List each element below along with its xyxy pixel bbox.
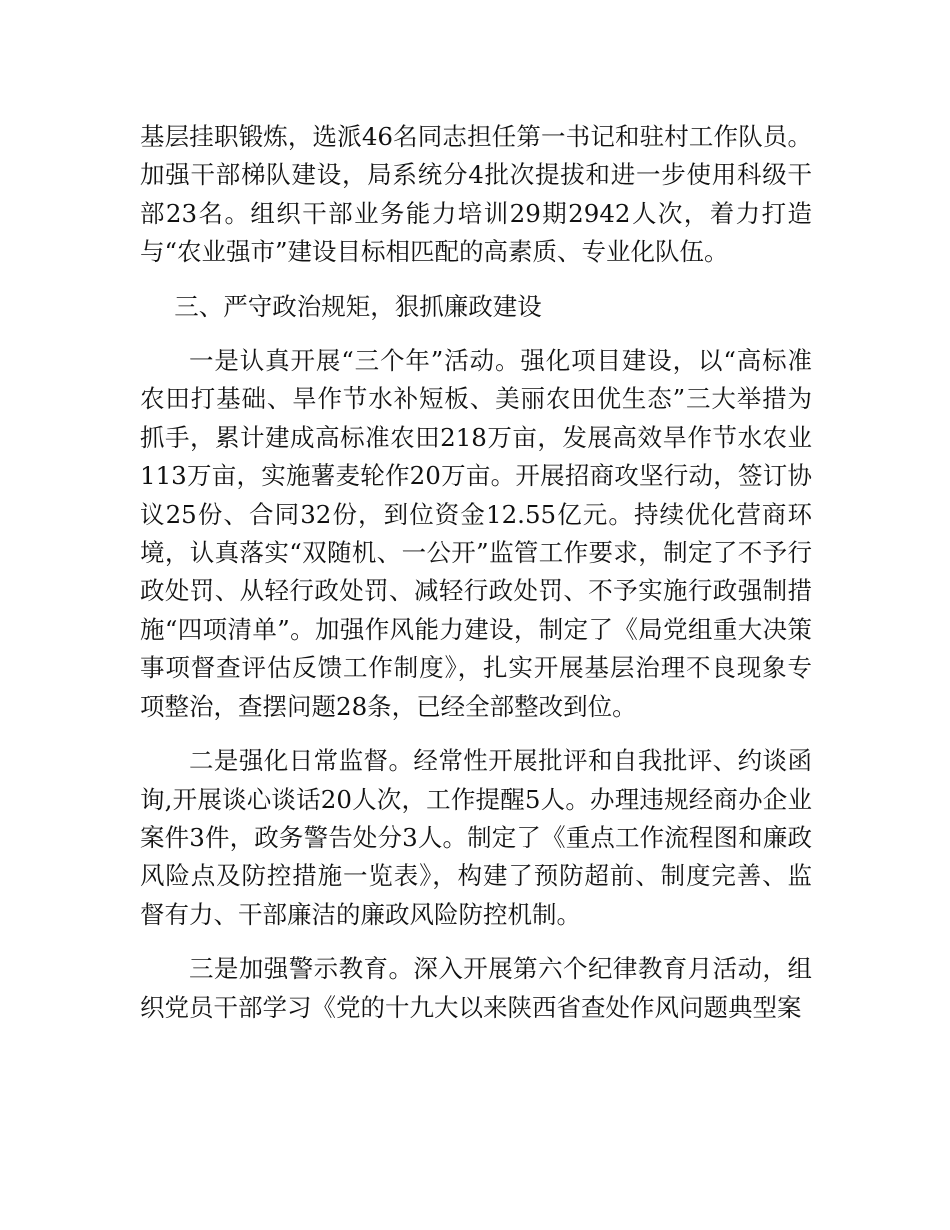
paragraph-warning-education: 三是加强警示教育。深入开展第六个纪律教育月活动，组织党员干部学习《党的十九大以来陕西省查处作风问题典型案 — [140, 954, 812, 1022]
paragraph-cadre-training: 基层挂职锻炼，选派46名同志担任第一书记和驻村工作队员。加强干部梯队建设，局系统分4批次提拔和进一步使用科级干部23名。组织干部业务能力培训29期2942人次，着力打造与“农业强市”建设目标相匹配的高素质、专业化队伍。 — [140, 122, 812, 267]
paragraph-daily-supervision: 二是强化日常监督。经常性开展批评和自我批评、约谈函询,开展谈心谈话20人次，工作提醒5人。办理违规经商办企业案件3件，政务警告处分3人。制定了《重点工作流程图和廉政风险点及防控措施一览表》，构建了预防超前、制度完善、监督有力、干部廉洁的廉政风险防控机制。 — [140, 746, 812, 929]
section-heading-discipline: 三、严守政治规矩，狠抓廉政建设 — [174, 291, 542, 321]
paragraph-three-years-activity: 一是认真开展“三个年”活动。强化项目建设，以“高标准农田打基础、旱作节水补短板、美丽农田优生态”三大举措为抓手，累计建成高标准农田218万亩，发展高效旱作节水农业113万亩，实施薯麦轮作20万亩。开展招商攻坚行动，签订协议25份、合同32份，到位资金12.55亿元。持续优化营商环境，认真落实“双随机、一公开”监管工作要求，制定了不予行政处罚、从轻行政处罚、减轻行政处罚、不予实施行政强制措施“四项清单”。加强作风能力建设，制定了《局党组重大决策事项督查评估反馈工作制度》，扎实开展基层治理不良现象专项整治，查摆问题28条，已经全部整改到位。 — [140, 346, 812, 721]
document-page — [140, 118, 812, 1043]
